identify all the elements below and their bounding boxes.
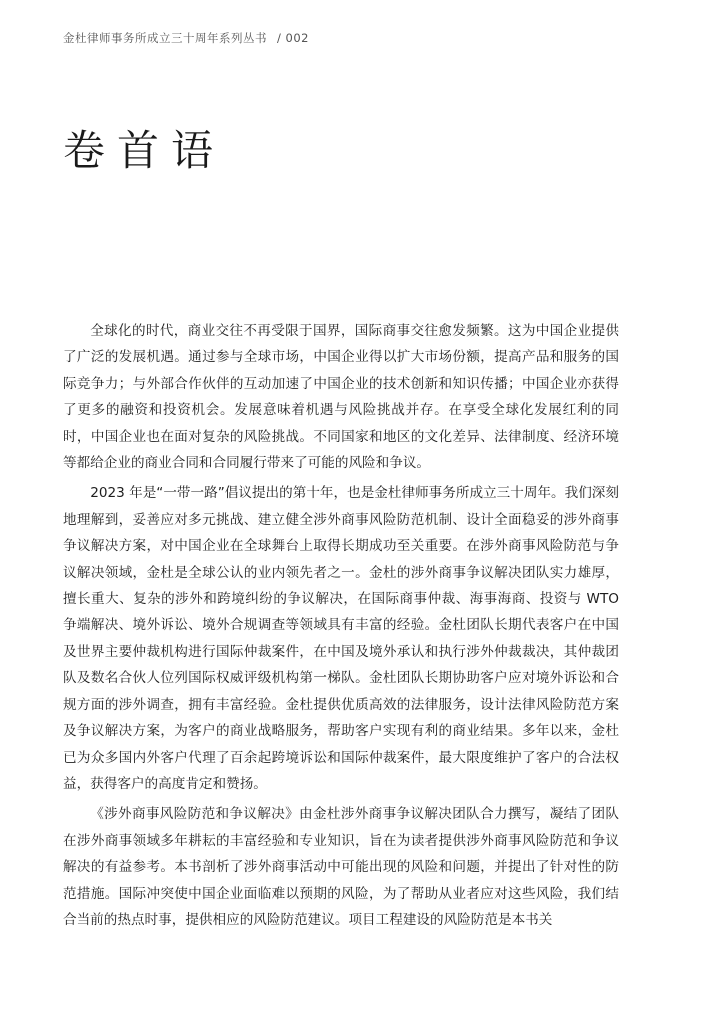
chapter-title: 卷首语: [63, 126, 226, 175]
running-header: [63, 30, 309, 46]
paragraph-2: 2023 年是“一带一路”倡议提出的第十年，也是金杜律师事务所成立三十周年。我们深刻地理解到，妥善应对多元挑战、建立健全涉外商事风险防范机制、设计全面稳妥的涉外商事争议解决方案，对中国企业在全球舞台上取得长期成功至关重要。在涉外商事风险防范与争议解决领域，金杜是全球公认的业内领先者之一。金杜的涉外商事争议解决团队实力雄厚，擅长重大、复杂的涉外和跨境纠纷的争议解决，在国际商事仲裁、海事海商、投资与 WTO 争端解决、境外诉讼、境外合规调查等领域具有丰富的经验。金杜团队长期代表客户在中国及世界主要仲裁机构进行国际仲裁案件，在中国及境外承认和执行涉外仲裁裁决，其仲裁团队及数名合伙人位列国际权威评级机构第一梯队。金杜团队长期协助客户应对境外诉讼和合规方面的涉外调查，拥有丰富经验。金杜提供优质高效的法律服务，设计法律风险防范方案及争议解决方案，为客户的商业战略服务，帮助客户实现有利的商业结果。多年以来，金杜已为众多国内外客户代理了百余起跨境诉讼和国际仲裁案件，最大限度维护了客户的合法权益，获得客户的高度肯定和赞扬。: [63, 485, 619, 792]
paragraph-3: 《涉外商事风险防范和争议解决》由金杜涉外商事争议解决团队合力撰写，凝结了团队在涉外商事领域多年耕耘的丰富经验和专业知识，旨在为读者提供涉外商事风险防范和争议解决的有益参考。本书剖析了涉外商事活动中可能出现的风险和问题，并提出了针对性的防范措施。国际冲突使中国企业面临难以预期的风险，为了帮助从业者应对这些风险，我们结合当前的热点时事，提供相应的风险防范建议。项目工程建设的风险防范是本书关: [63, 806, 619, 928]
paragraph-1: 全球化的时代，商业交往不再受限于国界，国际商事交往愈发频繁。这为中国企业提供了广泛的发展机遇。通过参与全球市场，中国企业得以扩大市场份额，提高产品和服务的国际竞争力；与外部合作伙伴的互动加速了中国企业的技术创新和知识传播；中国企业亦获得了更多的融资和投资机会。发展意味着机遇与风险挑战并存。在享受全球化发展红利的同时，中国企业也在面对复杂的风险挑战。不同国家和地区的文化差异、法律制度、经济环境等都给企业的商业合同和合同履行带来了可能的风险和争议。: [63, 323, 619, 472]
page-number: / 002: [277, 31, 309, 45]
body-text: [63, 318, 619, 937]
series-title: 金杜律师事务所成立三十周年系列丛书: [63, 31, 267, 45]
